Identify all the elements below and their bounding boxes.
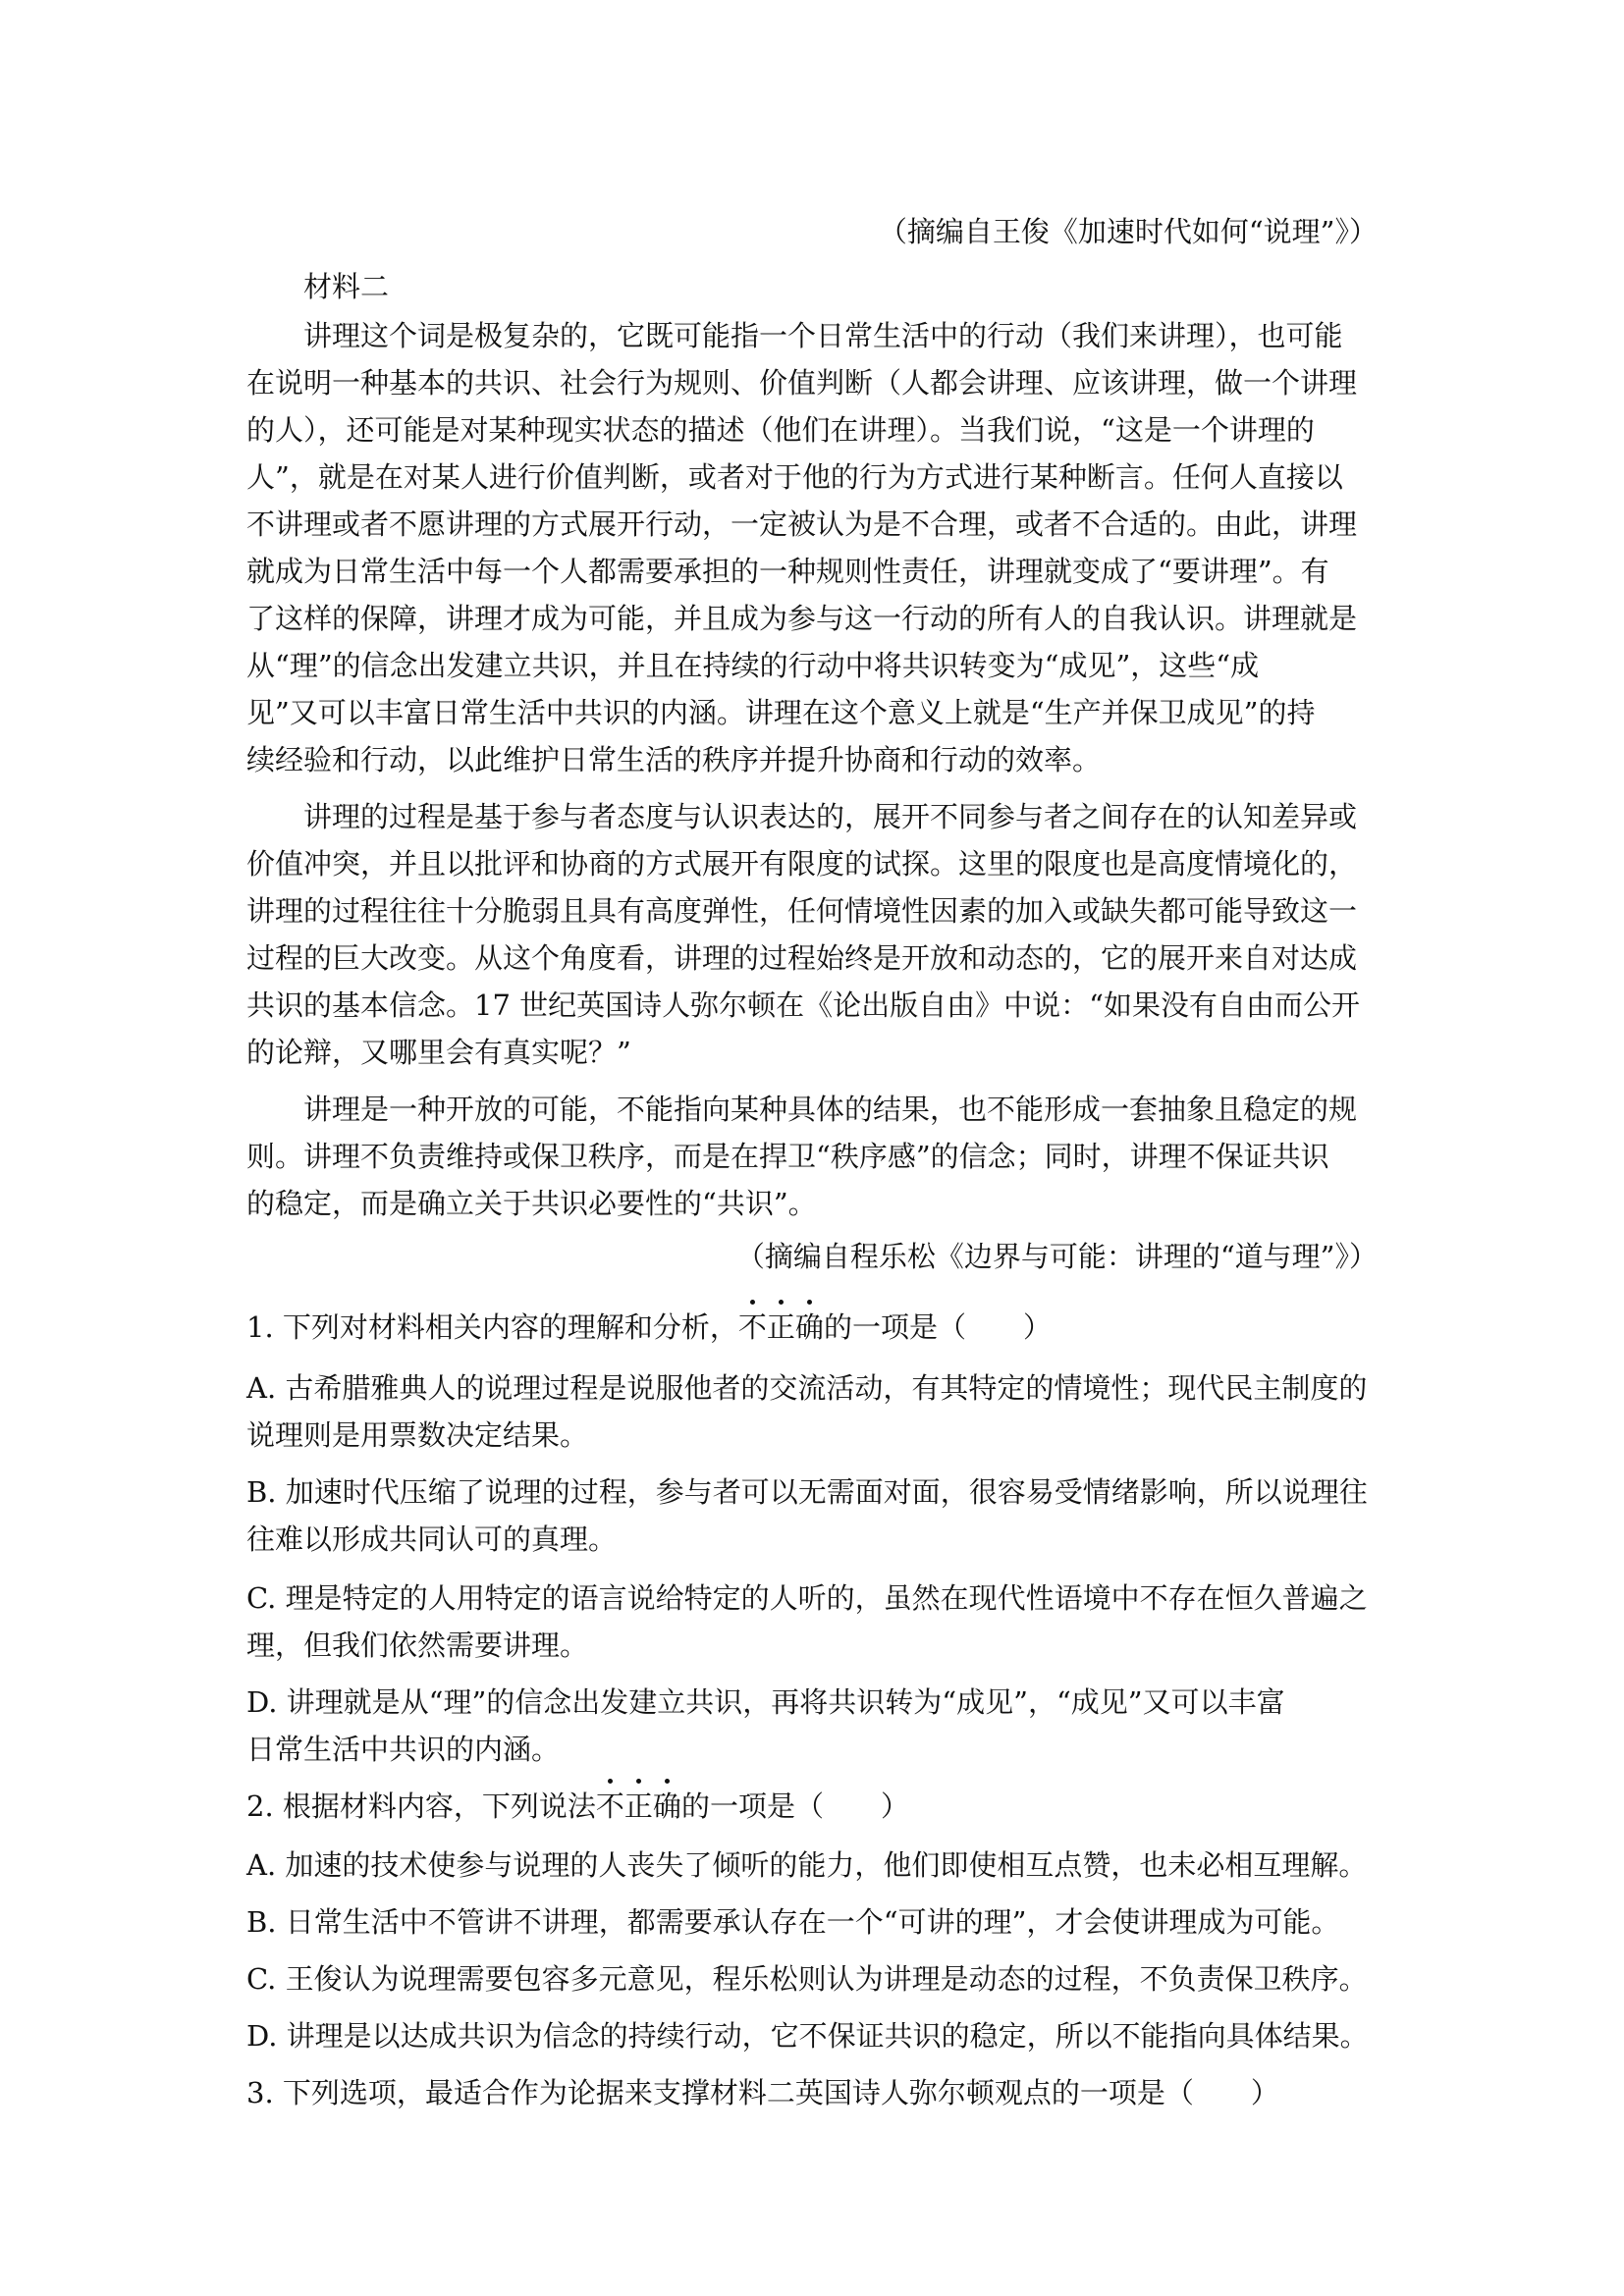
question-3-stem: 3. 下列选项，最适合作为论据来支撑材料二英国诗人弥尔顿观点的一项是（ ）: [246, 2076, 1279, 2109]
question-2-stem: [246, 1785, 909, 1828]
paragraph-line: 讲理的过程往往十分脆弱且具有高度弹性，任何情境性因素的加入或缺失都可能导致这一: [246, 894, 1358, 928]
question-stem-text: 的一项是（ ）: [823, 1310, 1052, 1344]
paragraph-line: 讲理的过程是基于参与者态度与认识表达的，展开不同参与者之间存在的认知差异或: [303, 800, 1358, 833]
paragraph-line: 了这样的保障，讲理才成为可能，并且成为参与这一行动的所有人的自我认识。讲理就是: [246, 602, 1358, 635]
question-stem-text: 2. 根据材料内容，下列说法: [246, 1789, 596, 1823]
emphasis-char: 确: [795, 1306, 824, 1349]
paragraph-line: 价值冲突，并且以批评和协商的方式展开有限度的试探。这里的限度也是高度情境化的，: [246, 847, 1358, 881]
paragraph-line: 的人），还可能是对某种现实状态的描述（他们在讲理）。当我们说，“这是一个讲理的: [246, 413, 1315, 447]
option-line: 说理则是用票数决定结果。: [246, 1418, 589, 1452]
paragraph-line: 不讲理或者不愿讲理的方式展开行动，一定被认为是不合理，或者不合适的。由此，讲理: [246, 507, 1358, 541]
paragraph-line: 讲理这个词是极复杂的，它既可能指一个日常生活中的行动（我们来讲理），也可能: [303, 319, 1343, 352]
question-stem-text: 的一项是（ ）: [680, 1789, 909, 1823]
question-1-stem: [246, 1306, 1052, 1349]
paragraph-line: 的论辩，又哪里会有真实呢？”: [246, 1036, 631, 1069]
paragraph-line: 人”，就是在对某人进行价值判断，或者对于他的行为方式进行某种断言。任何人直接以: [246, 460, 1343, 494]
option-line: 理，但我们依然需要讲理。: [246, 1629, 589, 1662]
emphasis-char: 正: [624, 1785, 653, 1828]
emphasis-char: 确: [653, 1785, 681, 1828]
option-line: D. 讲理是以达成共识为信念的持续行动，它不保证共识的稳定，所以不能指向具体结果。: [246, 2019, 1369, 2053]
paragraph-line: 见”又可以丰富日常生活中共识的内涵。讲理在这个意义上就是“生产并保卫成见”的持: [246, 696, 1316, 729]
paragraph-line: 的稳定，而是确立关于共识必要性的“共识”。: [246, 1187, 817, 1220]
option-line: A. 古希腊雅典人的说理过程是说服他者的交流活动，有其特定的情境性；现代民主制度的: [246, 1371, 1368, 1405]
option-line: 往难以形成共同认可的真理。: [246, 1522, 618, 1556]
paragraph-line: 续经验和行动，以此维护日常生活的秩序并提升协商和行动的效率。: [246, 743, 1102, 776]
option-line: C. 王俊认为说理需要包容多元意见，程乐松则认为讲理是动态的过程，不负责保卫秩序。: [246, 1962, 1368, 1996]
emphasis-char: 不: [596, 1785, 624, 1828]
material-2-heading: 材料二: [303, 270, 390, 303]
paragraph-line: 在说明一种基本的共识、社会行为规则、价值判断（人都会讲理、应该讲理，做一个讲理: [246, 366, 1358, 400]
option-line: B. 加速时代压缩了说理的过程，参与者可以无需面对面，很容易受情绪影响，所以说理往: [246, 1475, 1368, 1509]
paragraph-line: 从“理”的信念出发建立共识，并且在持续的行动中将共识转变为“成见”，这些“成: [246, 649, 1260, 682]
option-line: D. 讲理就是从“理”的信念出发建立共识，再将共识转为“成见”，“成见”又可以丰富: [246, 1685, 1285, 1719]
source-citation-1: （摘编自王俊《加速时代如何“说理”》）: [878, 215, 1378, 248]
option-line: A. 加速的技术使参与说理的人丧失了倾听的能力，他们即使相互点赞，也未必相互理解。: [246, 1848, 1368, 1882]
emphasis-char: 正: [767, 1306, 795, 1349]
option-line: 日常生活中共识的内涵。: [246, 1733, 561, 1766]
option-line: C. 理是特定的人用特定的语言说给特定的人听的，虽然在现代性语境中不存在恒久普遍之: [246, 1581, 1368, 1615]
emphasis-char: 不: [738, 1306, 767, 1349]
paragraph-line: 则。讲理不负责维持或保卫秩序，而是在捍卫“秩序感”的信念；同时，讲理不保证共识: [246, 1140, 1329, 1173]
question-stem-text: 1. 下列对材料相关内容的理解和分析，: [246, 1310, 738, 1344]
paragraph-line: 就成为日常生活中每一个人都需要承担的一种规则性责任，讲理就变成了“要讲理”。有: [246, 555, 1329, 588]
paragraph-line: 共识的基本信念。17 世纪英国诗人弥尔顿在《论出版自由》中说：“如果没有自由而公开: [246, 988, 1360, 1022]
paragraph-line: 讲理是一种开放的可能，不能指向某种具体的结果，也不能形成一套抽象且稳定的规: [303, 1093, 1358, 1126]
paragraph-line: 过程的巨大改变。从这个角度看，讲理的过程始终是开放和动态的，它的展开来自对达成: [246, 941, 1358, 975]
source-citation-2: （摘编自程乐松《边界与可能：讲理的“道与理”》）: [735, 1240, 1378, 1273]
option-line: B. 日常生活中不管讲不讲理，都需要承认存在一个“可讲的理”，才会使讲理成为可能。: [246, 1905, 1340, 1939]
